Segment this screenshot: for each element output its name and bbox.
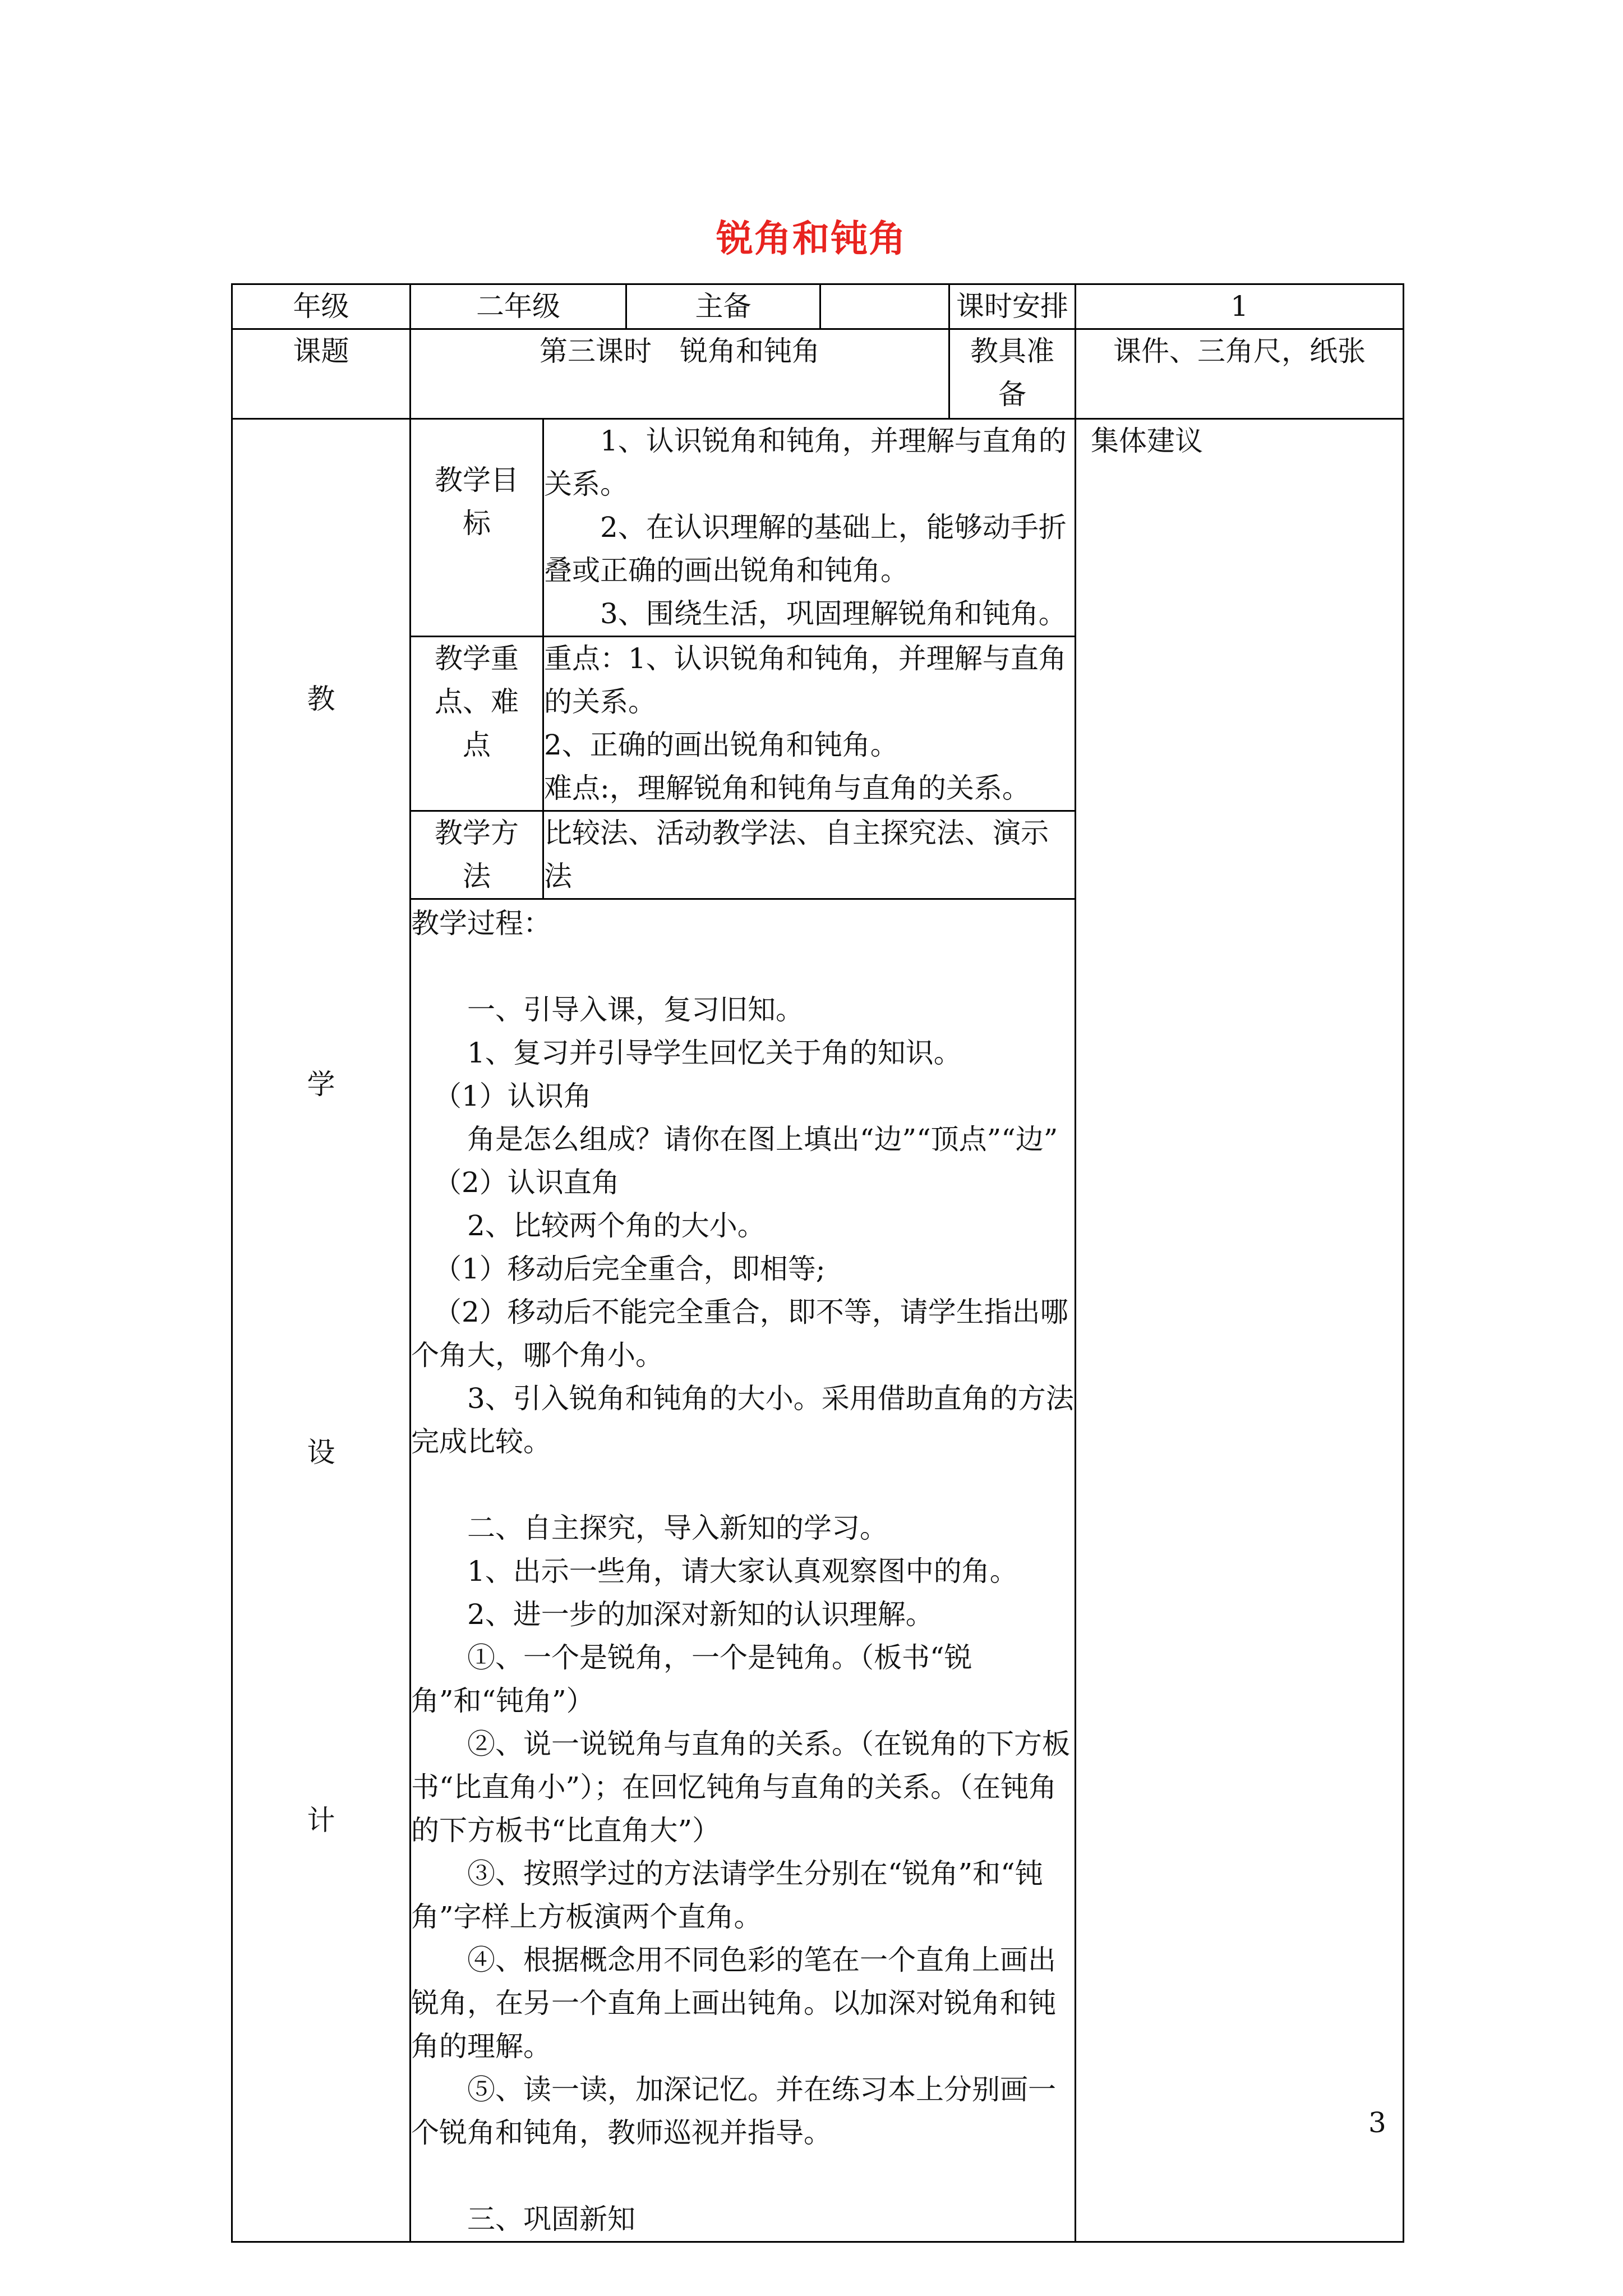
goal-item: 1、认识锐角和钝角，并理解与直角的关系。 (544, 425, 1067, 500)
key-point: 重点：1、认识锐角和钝角，并理解与直角的关系。 (544, 642, 1067, 718)
key-label: 教学重点、难点 (411, 637, 543, 811)
period-label: 课时安排 (949, 284, 1076, 329)
process-content (411, 899, 1076, 2242)
design-side-label (232, 419, 411, 2242)
topic-value: 第三课时 锐角和钝角 (411, 329, 949, 419)
section-title: 二、自主探究，导入新知的学习。 (467, 1512, 888, 1544)
lead-value (820, 284, 949, 329)
process-item: ④、根据概念用不同色彩的笔在一个直角上画出锐角，在另一个直角上画出钝角。以加深对锐角和钝角的理解。 (411, 1944, 1056, 2063)
key-point: 2、正确的画出锐角和钝角。 (544, 729, 898, 761)
process-item: 2、比较两个角的大小。 (467, 1209, 766, 1242)
key-point: 难点:，理解锐角和钝角与直角的关系。 (544, 772, 1030, 804)
side-char-2: 学 (307, 1068, 335, 1101)
side-char-3: 设 (307, 1436, 335, 1469)
goals-row (232, 419, 1404, 637)
period-value: 1 (1076, 284, 1404, 329)
process-item: ③、按照学过的方法请学生分别在“锐角”和“钝角”字样上方板演两个直角。 (411, 1857, 1043, 1933)
header-row-1 (232, 284, 1404, 329)
section-title: 三、巩固新知 (467, 2203, 635, 2235)
process-item: 1、出示一些角，请大家认真观察图中的角。 (467, 1555, 1018, 1588)
header-row-2 (232, 329, 1404, 419)
process-item: （2）移动后不能完全重合，即不等，请学生指出哪个角大，哪个角小。 (411, 1296, 1068, 1372)
method-value: 比较法、活动教学法、自主探究法、演示法 (543, 811, 1076, 899)
process-item: （1）移动后完全重合，即相等; (434, 1253, 826, 1285)
process-item: 3、引入锐角和钝角的大小。采用借助直角的方法完成比较。 (411, 1382, 1074, 1458)
document-title: 锐角和钝角 (716, 217, 907, 260)
process-item: 1、复习并引导学生回忆关于角的知识。 (467, 1037, 962, 1069)
suggestion-column: 集体建议 (1076, 419, 1404, 2242)
process-item: ⑤、读一读，加深记忆。并在练习本上分别画一个锐角和钝角，教师巡视并指导。 (411, 2073, 1056, 2149)
goals-content (543, 419, 1076, 637)
goal-item: 2、在认识理解的基础上，能够动手折叠或正确的画出锐角和钝角。 (544, 511, 1067, 587)
goal-item: 3、围绕生活，巩固理解锐角和钝角。 (600, 597, 1067, 630)
process-item: （1）认识角 (434, 1080, 592, 1112)
process-title: 教学过程： (411, 907, 551, 940)
process-item: （2）认识直角 (434, 1166, 620, 1199)
process-item: ②、说一说锐角与直角的关系。（在锐角的下方板书“比直角小”）；在回忆钝角与直角的关系。（在钝角的下方板书“比直角大”） (411, 1728, 1070, 1847)
topic-label: 课题 (232, 329, 411, 419)
tools-value: 课件、三角尺，纸张 (1076, 329, 1404, 419)
process-item: 角是怎么组成？请你在图上填出“边”“顶点”“边” (467, 1123, 1058, 1156)
lead-label: 主备 (626, 284, 820, 329)
process-item: 2、进一步的加深对新知的认识理解。 (467, 1598, 934, 1631)
lesson-plan-table (231, 283, 1404, 2243)
side-char-1: 教 (307, 683, 335, 715)
page-number: 3 (1368, 2106, 1386, 2139)
tools-label: 教具准备 (949, 329, 1076, 419)
grade-value: 二年级 (411, 284, 626, 329)
key-points-content (543, 637, 1076, 811)
goals-label: 教学目标 (411, 419, 543, 637)
section-title: 一、引导入课，复习旧知。 (467, 993, 804, 1026)
method-label: 教学方法 (411, 811, 543, 899)
process-item: ①、一个是锐角，一个是钝角。（板书“锐角”和“钝角”） (411, 1641, 972, 1717)
grade-label: 年级 (232, 284, 411, 329)
side-char-4: 计 (307, 1804, 335, 1837)
